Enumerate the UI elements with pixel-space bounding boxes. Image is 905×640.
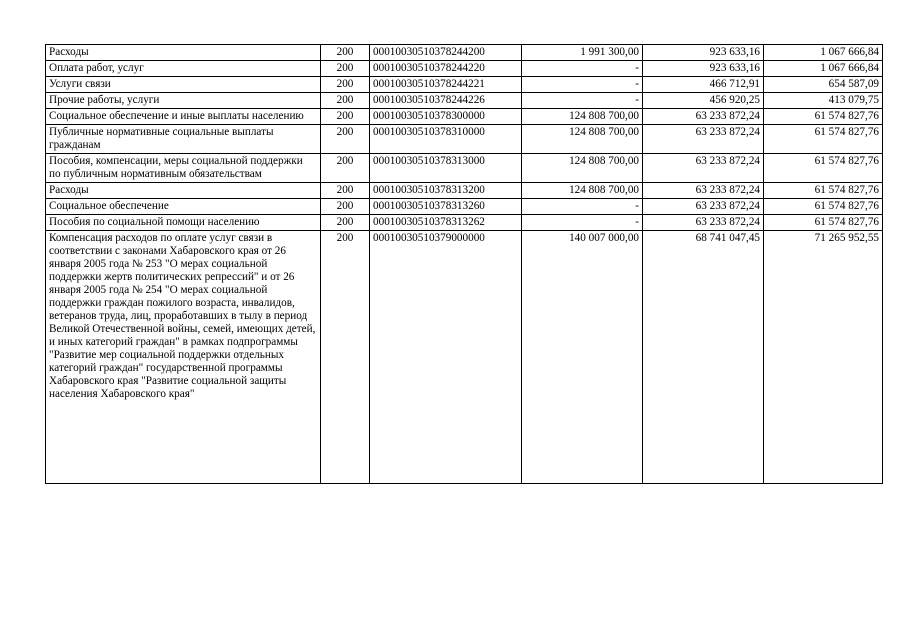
- row-approved: -: [522, 199, 643, 215]
- row-executed: 63 233 872,24: [643, 215, 764, 231]
- row-executed: 63 233 872,24: [643, 183, 764, 199]
- row-line-code: 200: [321, 183, 370, 199]
- row-name: Услуги связи: [46, 77, 321, 93]
- row-executed: 456 920,25: [643, 93, 764, 109]
- row-unexecuted: 61 574 827,76: [764, 199, 883, 215]
- table-row: [46, 183, 883, 199]
- row-budget-code: 00010030510379000000: [370, 231, 522, 484]
- table-row: [46, 125, 883, 154]
- row-executed: 466 712,91: [643, 77, 764, 93]
- row-unexecuted: 61 574 827,76: [764, 154, 883, 183]
- row-approved: -: [522, 215, 643, 231]
- table-row: [46, 61, 883, 77]
- row-executed: 63 233 872,24: [643, 154, 764, 183]
- row-executed: 923 633,16: [643, 45, 764, 61]
- row-budget-code: 00010030510378313200: [370, 183, 522, 199]
- row-approved: 124 808 700,00: [522, 125, 643, 154]
- row-unexecuted: 654 587,09: [764, 77, 883, 93]
- row-name: Социальное обеспечение: [46, 199, 321, 215]
- row-budget-code: 00010030510378244220: [370, 61, 522, 77]
- row-unexecuted: 413 079,75: [764, 93, 883, 109]
- row-budget-code: 00010030510378310000: [370, 125, 522, 154]
- row-name: Прочие работы, услуги: [46, 93, 321, 109]
- table-row: [46, 109, 883, 125]
- row-budget-code: 00010030510378244200: [370, 45, 522, 61]
- row-line-code: 200: [321, 199, 370, 215]
- row-unexecuted: 61 574 827,76: [764, 125, 883, 154]
- row-name: Расходы: [46, 183, 321, 199]
- row-name: Оплата работ, услуг: [46, 61, 321, 77]
- row-budget-code: 00010030510378244221: [370, 77, 522, 93]
- row-budget-code: 00010030510378313260: [370, 199, 522, 215]
- row-approved: -: [522, 61, 643, 77]
- row-approved: 140 007 000,00: [522, 231, 643, 484]
- row-unexecuted: 61 574 827,76: [764, 109, 883, 125]
- table-body: [46, 45, 883, 484]
- row-approved: 124 808 700,00: [522, 109, 643, 125]
- table-row: [46, 215, 883, 231]
- row-executed: 63 233 872,24: [643, 109, 764, 125]
- row-line-code: 200: [321, 231, 370, 484]
- row-line-code: 200: [321, 77, 370, 93]
- table-row: [46, 231, 883, 484]
- row-approved: -: [522, 93, 643, 109]
- row-budget-code: 00010030510378300000: [370, 109, 522, 125]
- row-unexecuted: 1 067 666,84: [764, 61, 883, 77]
- row-name: Расходы: [46, 45, 321, 61]
- table-row: [46, 45, 883, 61]
- table-row: [46, 77, 883, 93]
- row-name: Пособия, компенсации, меры социальной поддержки по публичным нормативным обязательствам: [46, 154, 321, 183]
- row-line-code: 200: [321, 154, 370, 183]
- row-unexecuted: 71 265 952,55: [764, 231, 883, 484]
- table-row: [46, 199, 883, 215]
- row-executed: 63 233 872,24: [643, 125, 764, 154]
- row-line-code: 200: [321, 45, 370, 61]
- row-executed: 68 741 047,45: [643, 231, 764, 484]
- row-approved: -: [522, 77, 643, 93]
- row-name: Компенсация расходов по оплате услуг связи в соответствии с законами Хабаровского края от 26 января 2005 года № 253 "О мерах социальной поддержки жертв политических репрессий" и от 26 января 2005 года № 254 "О мерах социальной поддержки граждан пожилого возраста, инвалидов, ветеранов труда, лиц, проработавших в тылу в период Великой Отечественной войны, семей, имеющих детей, и иных категорий граждан" в рамках подпрограммы "Развитие мер социальной поддержки отдельных категорий граждан" государственной программы Хабаровского края "Развитие социальной защиты населения Хабаровского края": [46, 231, 321, 484]
- row-line-code: 200: [321, 109, 370, 125]
- row-approved: 1 991 300,00: [522, 45, 643, 61]
- row-line-code: 200: [321, 215, 370, 231]
- row-approved: 124 808 700,00: [522, 154, 643, 183]
- table-row: [46, 93, 883, 109]
- row-approved: 124 808 700,00: [522, 183, 643, 199]
- row-line-code: 200: [321, 93, 370, 109]
- row-unexecuted: 61 574 827,76: [764, 215, 883, 231]
- row-unexecuted: 61 574 827,76: [764, 183, 883, 199]
- row-executed: 923 633,16: [643, 61, 764, 77]
- row-line-code: 200: [321, 61, 370, 77]
- row-name: Публичные нормативные социальные выплаты гражданам: [46, 125, 321, 154]
- row-unexecuted: 1 067 666,84: [764, 45, 883, 61]
- row-line-code: 200: [321, 125, 370, 154]
- row-budget-code: 00010030510378313262: [370, 215, 522, 231]
- budget-execution-table: [45, 44, 883, 484]
- row-name: Социальное обеспечение и иные выплаты населению: [46, 109, 321, 125]
- row-name: Пособия по социальной помощи населению: [46, 215, 321, 231]
- table-row: [46, 154, 883, 183]
- row-executed: 63 233 872,24: [643, 199, 764, 215]
- row-budget-code: 00010030510378313000: [370, 154, 522, 183]
- row-budget-code: 00010030510378244226: [370, 93, 522, 109]
